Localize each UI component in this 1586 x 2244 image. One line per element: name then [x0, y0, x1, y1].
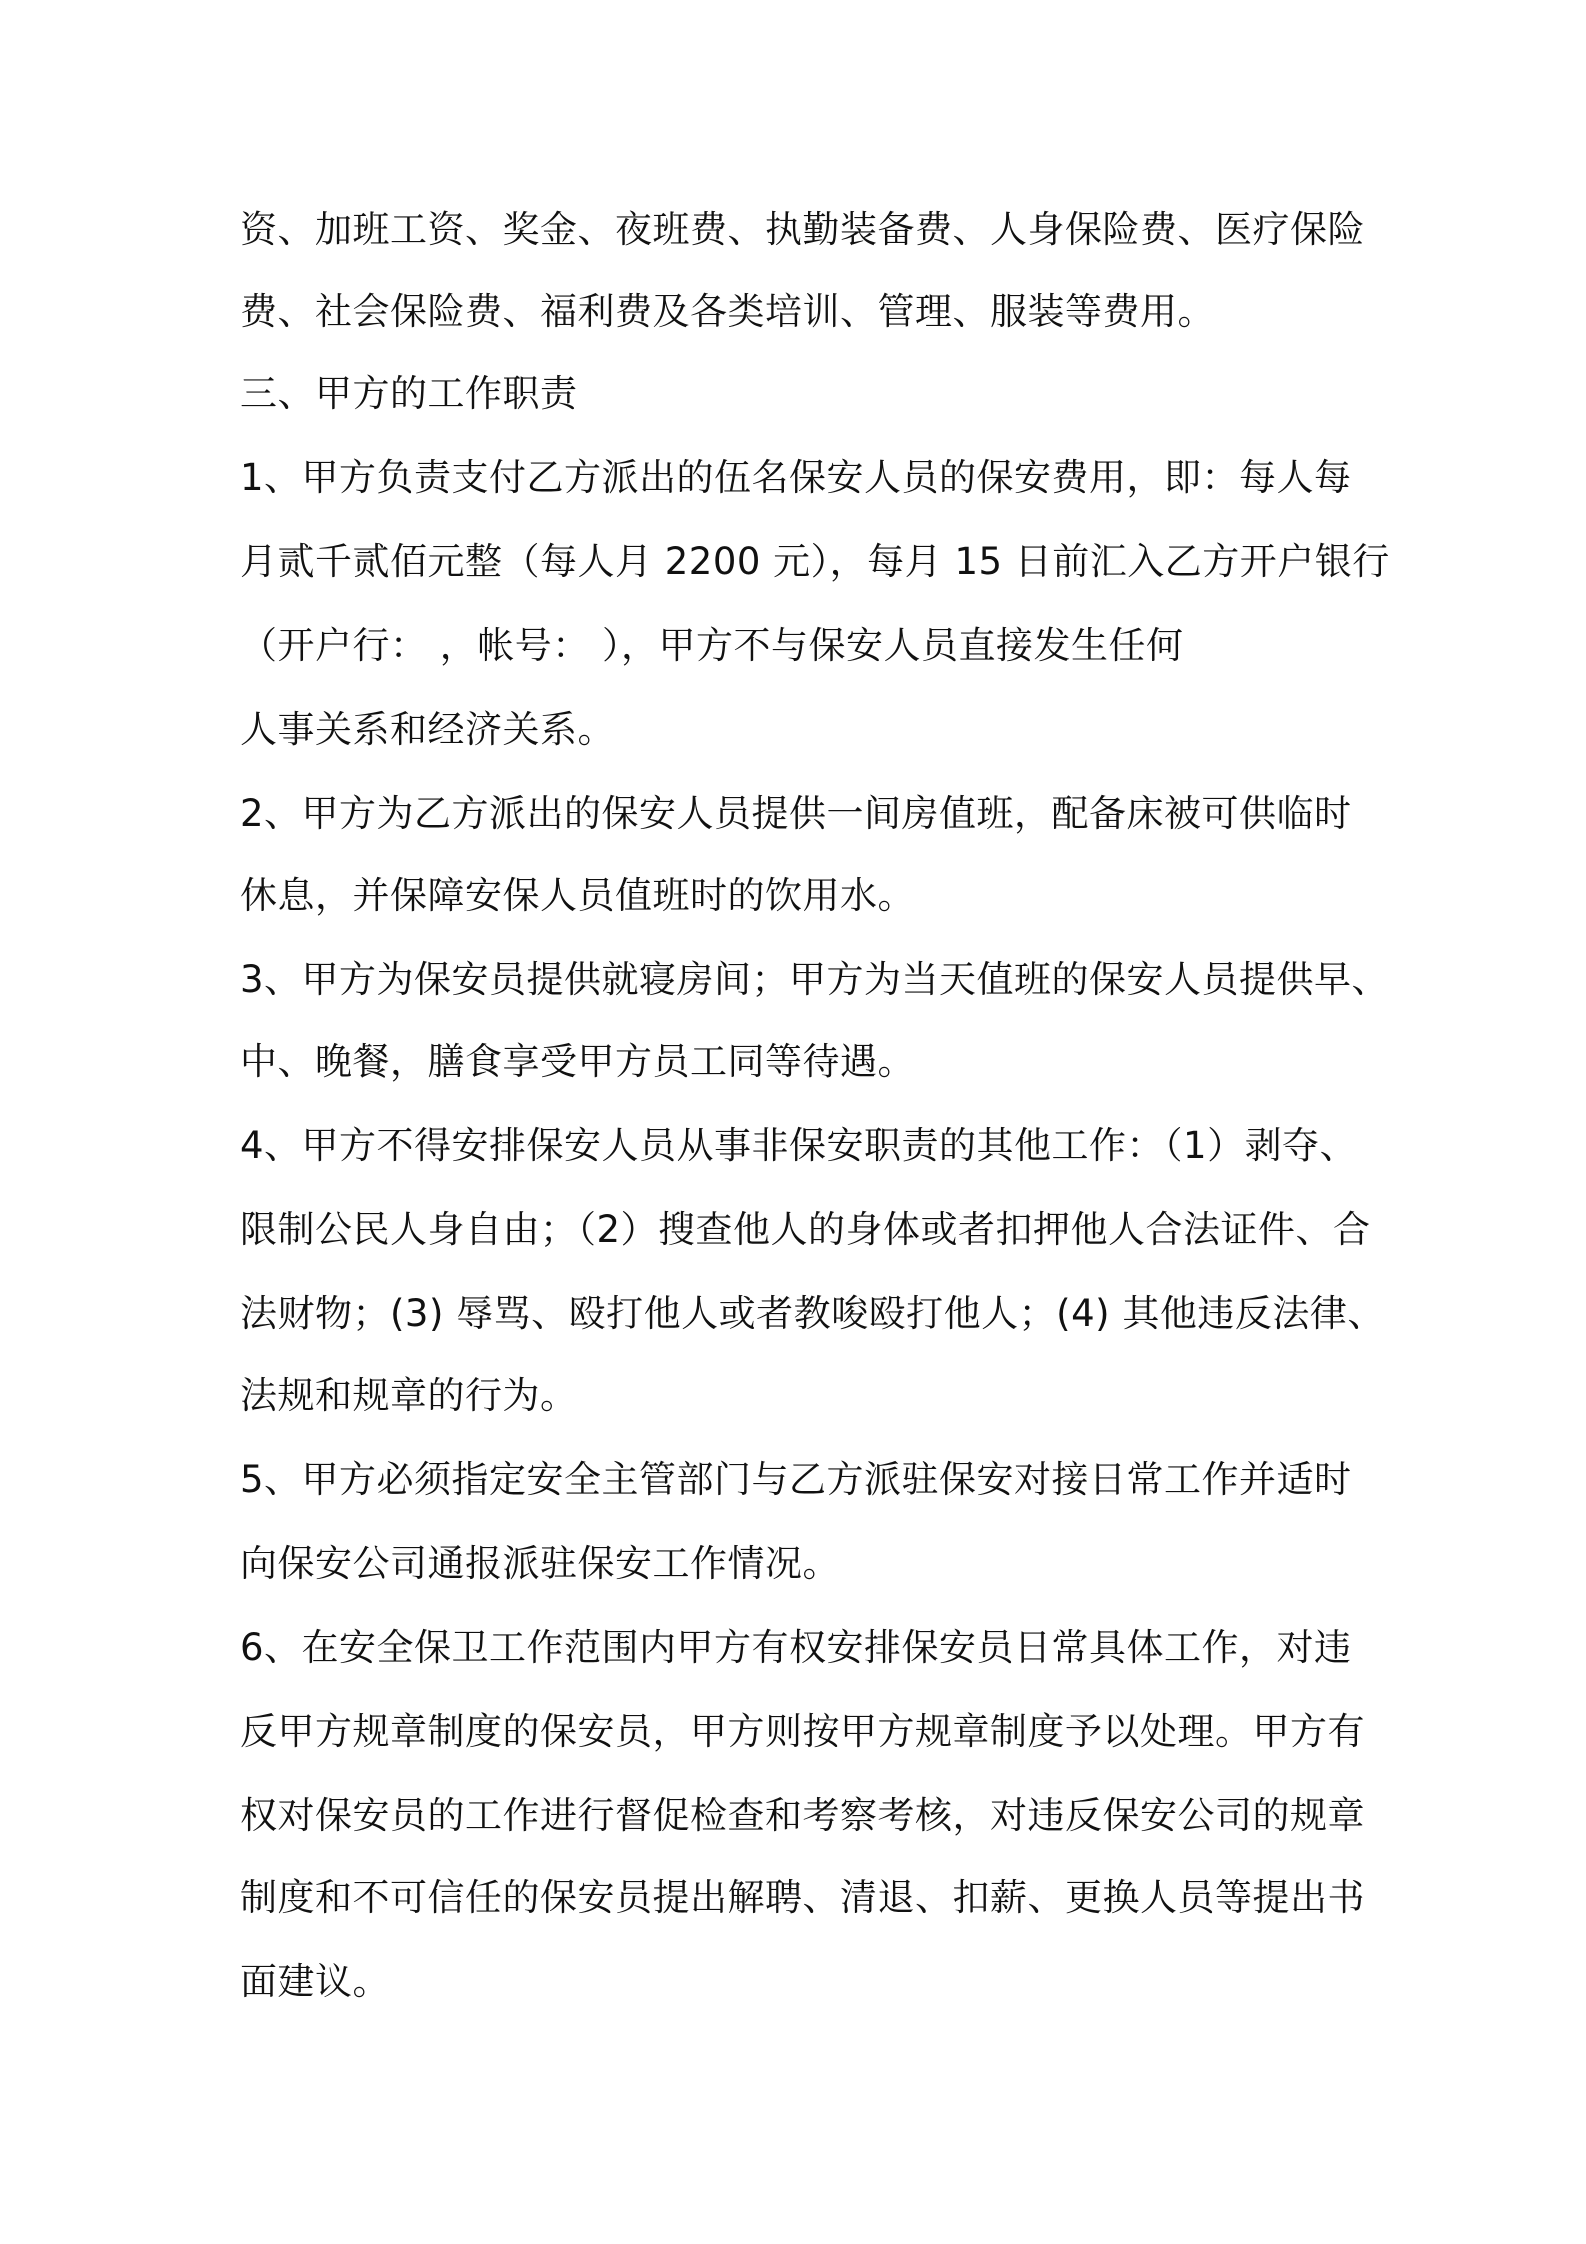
body-line: 面建议。: [240, 1960, 390, 2003]
body-line: 限制公民人身自由；（2）搜查他人的身体或者扣押他人合法证件、合: [240, 1208, 1371, 1251]
body-line: 中、晚餐，膳食享受甲方员工同等待遇。: [240, 1040, 915, 1083]
body-line: 法财物；(3) 辱骂、殴打他人或者教唆殴打他人；(4) 其他违反法律、: [240, 1292, 1385, 1335]
section-heading: 三、甲方的工作职责: [240, 372, 578, 415]
body-line: 休息，并保障安保人员值班时的饮用水。: [240, 874, 915, 917]
body-line: 1、甲方负责支付乙方派出的伍名保安人员的保安费用，即：每人每: [240, 456, 1352, 499]
body-line: 权对保安员的工作进行督促检查和考察考核，对违反保安公司的规章: [240, 1794, 1365, 1837]
body-line: 月贰千贰佰元整（每人月 2200 元），每月 15 日前汇入乙方开户银行: [240, 540, 1390, 583]
body-line: 人事关系和经济关系。: [240, 708, 615, 751]
body-line: 3、甲方为保安员提供就寝房间；甲方为当天值班的保安人员提供早、: [240, 958, 1390, 1001]
body-line: 向保安公司通报派驻保安工作情况。: [240, 1542, 840, 1585]
body-line: 6、在安全保卫工作范围内甲方有权安排保安员日常具体工作，对违: [240, 1626, 1352, 1669]
body-line: 资、加班工资、奖金、夜班费、执勤装备费、人身保险费、医疗保险: [240, 208, 1365, 251]
body-line: 法规和规章的行为。: [240, 1374, 578, 1417]
body-line: 4、甲方不得安排保安人员从事非保安职责的其他工作：（1）剥夺、: [240, 1124, 1358, 1167]
body-line: 费、社会保险费、福利费及各类培训、管理、服装等费用。: [240, 290, 1215, 333]
body-line: （开户行： ，帐号： ），甲方不与保安人员直接发生任何: [240, 624, 1184, 667]
body-line: 5、甲方必须指定安全主管部门与乙方派驻保安对接日常工作并适时: [240, 1458, 1352, 1501]
body-line: 2、甲方为乙方派出的保安人员提供一间房值班，配备床被可供临时: [240, 792, 1352, 835]
body-line: 反甲方规章制度的保安员，甲方则按甲方规章制度予以处理。甲方有: [240, 1710, 1365, 1753]
body-line: 制度和不可信任的保安员提出解聘、清退、扣薪、更换人员等提出书: [240, 1876, 1365, 1919]
